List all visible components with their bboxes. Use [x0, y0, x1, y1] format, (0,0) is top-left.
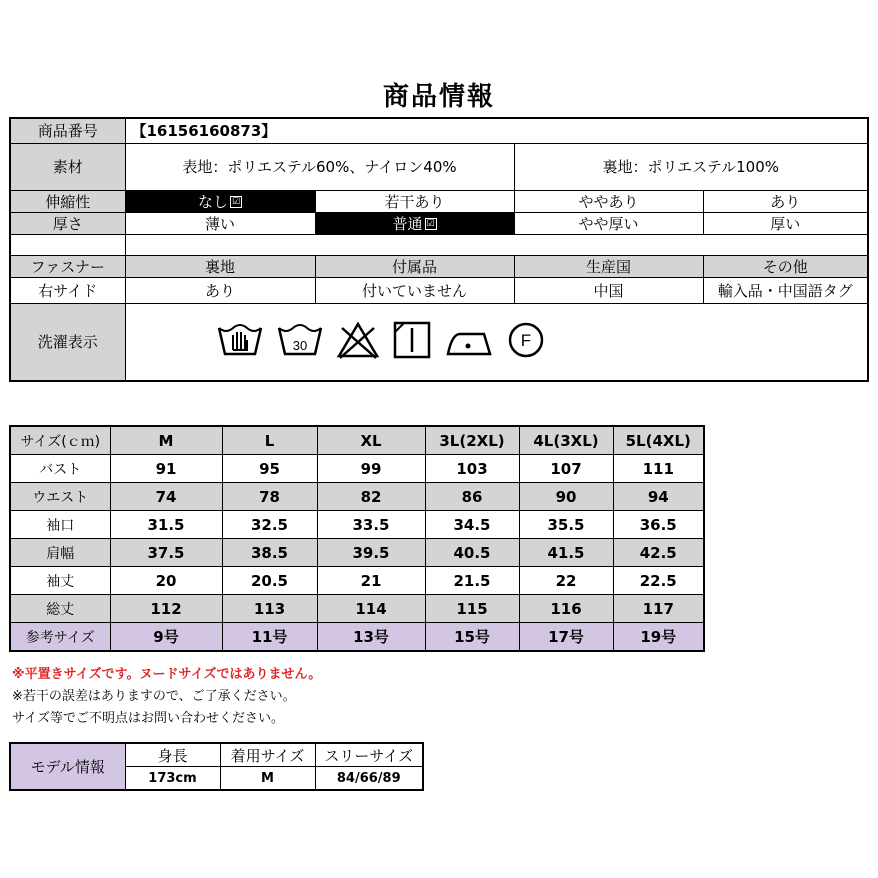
blank-cell	[10, 234, 125, 255]
row-label: 総丈	[10, 595, 110, 623]
table-cell: 37.5	[110, 539, 222, 567]
note-line: サイズ等でご不明点はお問い合わせください。	[12, 711, 284, 726]
iron-low-icon	[444, 320, 494, 364]
table-cell: 9号	[110, 623, 222, 652]
table-row	[10, 567, 704, 595]
attr-value: 輸入品・中国語タグ	[703, 277, 868, 303]
table-cell: 112	[110, 595, 222, 623]
product-number-row	[10, 118, 868, 143]
attr-value: あり	[125, 277, 315, 303]
row-label: 肩幅	[10, 539, 110, 567]
fastener-label: ファスナー	[10, 255, 125, 277]
table-cell: 36.5	[613, 511, 704, 539]
table-cell: 74	[110, 483, 222, 511]
table-cell: 32.5	[222, 511, 317, 539]
table-cell: 40.5	[425, 539, 519, 567]
table-cell: 94	[613, 483, 704, 511]
dry-clean-f-icon	[506, 320, 546, 364]
stretch-option-selected	[125, 190, 315, 212]
table-row	[10, 455, 704, 483]
stretch-label: 伸縮性	[10, 190, 125, 212]
blank-cell	[125, 234, 868, 255]
attribute-header-row	[10, 255, 868, 277]
table-cell: 31.5	[110, 511, 222, 539]
model-info-table	[9, 742, 424, 791]
table-cell: 38.5	[222, 539, 317, 567]
side-label: 右サイド	[10, 277, 125, 303]
attr-header: 裏地	[125, 255, 315, 277]
table-cell: 21.5	[425, 567, 519, 595]
table-cell: 17号	[519, 623, 613, 652]
stretch-option-label: なし	[197, 192, 228, 211]
table-cell: 103	[425, 455, 519, 483]
attr-value: 中国	[514, 277, 703, 303]
thickness-option-selected	[315, 212, 514, 234]
row-label: ウエスト	[10, 483, 110, 511]
table-cell: 15号	[425, 623, 519, 652]
table-cell: 111	[613, 455, 704, 483]
wash-30-icon	[276, 320, 324, 364]
wash-temp-text: 30	[292, 337, 307, 353]
thickness-option: 薄い	[125, 212, 315, 234]
table-row	[10, 511, 704, 539]
note-line: ※平置きサイズです。ヌードサイズではありません。	[12, 667, 322, 682]
thickness-option: 厚い	[703, 212, 868, 234]
stretch-option: 若干あり	[315, 190, 514, 212]
note-line: ※若干の誤差はありますので、ご了承ください。	[12, 689, 296, 704]
no-bleach-icon	[336, 320, 380, 364]
hand-wash-icon	[216, 320, 264, 364]
wash-symbols	[125, 303, 868, 381]
material-lining: 裏地：ポリエステル100%	[514, 143, 868, 190]
row-label: 袖丈	[10, 567, 110, 595]
material-row	[10, 143, 868, 190]
product-number-value: 【16156160873】	[125, 118, 868, 143]
size-table	[9, 425, 705, 652]
table-cell: 91	[110, 455, 222, 483]
row-label: バスト	[10, 455, 110, 483]
stretch-option: ややあり	[514, 190, 703, 212]
notes	[12, 664, 321, 730]
wash-row	[10, 303, 868, 381]
size-header: 3L(2XL)	[425, 426, 519, 455]
table-cell: 20	[110, 567, 222, 595]
thickness-row	[10, 212, 868, 234]
checkbox-checked-icon: ☑	[231, 197, 241, 207]
material-outer: 表地：ポリエステル60%、ナイロン40%	[125, 143, 514, 190]
table-cell: 117	[613, 595, 704, 623]
model-value: 173cm	[125, 767, 220, 791]
blank-row	[10, 234, 868, 255]
model-label: モデル情報	[10, 743, 125, 790]
table-cell: 95	[222, 455, 317, 483]
stretch-row	[10, 190, 868, 212]
attr-value: 付いていません	[315, 277, 514, 303]
dry-clean-letter: F	[520, 330, 531, 350]
table-cell: 99	[317, 455, 425, 483]
table-cell: 11号	[222, 623, 317, 652]
model-header: 着用サイズ	[220, 743, 315, 767]
checkbox-checked-icon: ☑	[426, 219, 435, 229]
table-cell: 13号	[317, 623, 425, 652]
page-title: 商品情報	[382, 82, 495, 112]
model-value: 84/66/89	[315, 767, 423, 791]
table-cell: 113	[222, 595, 317, 623]
attr-header: その他	[703, 255, 868, 277]
size-header: 5L(4XL)	[613, 426, 704, 455]
attr-header: 生産国	[514, 255, 703, 277]
stretch-option: あり	[703, 190, 868, 212]
table-cell: 116	[519, 595, 613, 623]
table-cell: 22	[519, 567, 613, 595]
size-header-label: サイズ(ｃｍ)	[10, 426, 110, 455]
table-cell: 41.5	[519, 539, 613, 567]
line-dry-icon	[392, 320, 432, 364]
table-cell: 22.5	[613, 567, 704, 595]
table-cell: 34.5	[425, 511, 519, 539]
table-cell: 21	[317, 567, 425, 595]
table-cell: 115	[425, 595, 519, 623]
table-row	[10, 595, 704, 623]
model-value: M	[220, 767, 315, 791]
table-cell: 90	[519, 483, 613, 511]
model-header-row	[10, 743, 423, 767]
row-label: 参考サイズ	[10, 623, 110, 652]
table-cell: 82	[317, 483, 425, 511]
size-header: M	[110, 426, 222, 455]
size-header: XL	[317, 426, 425, 455]
table-cell: 42.5	[613, 539, 704, 567]
product-info-table	[9, 117, 869, 382]
size-header: 4L(3XL)	[519, 426, 613, 455]
reference-size-row	[10, 623, 704, 652]
table-cell: 114	[317, 595, 425, 623]
wash-label: 洗濯表示	[10, 303, 125, 381]
table-cell: 33.5	[317, 511, 425, 539]
table-cell: 19号	[613, 623, 704, 652]
table-cell: 86	[425, 483, 519, 511]
product-number-label: 商品番号	[10, 118, 125, 143]
table-row	[10, 483, 704, 511]
table-row	[10, 539, 704, 567]
table-cell: 78	[222, 483, 317, 511]
table-cell: 107	[519, 455, 613, 483]
attribute-value-row	[10, 277, 868, 303]
size-header-row	[10, 426, 704, 455]
thickness-option-label: 普通	[392, 214, 423, 233]
row-label: 袖口	[10, 511, 110, 539]
material-label: 素材	[10, 143, 125, 190]
model-header: スリーサイズ	[315, 743, 423, 767]
table-cell: 35.5	[519, 511, 613, 539]
model-header: 身長	[125, 743, 220, 767]
table-cell: 20.5	[222, 567, 317, 595]
thickness-option: やや厚い	[514, 212, 703, 234]
thickness-label: 厚さ	[10, 212, 125, 234]
attr-header: 付属品	[315, 255, 514, 277]
size-header: L	[222, 426, 317, 455]
table-cell: 39.5	[317, 539, 425, 567]
